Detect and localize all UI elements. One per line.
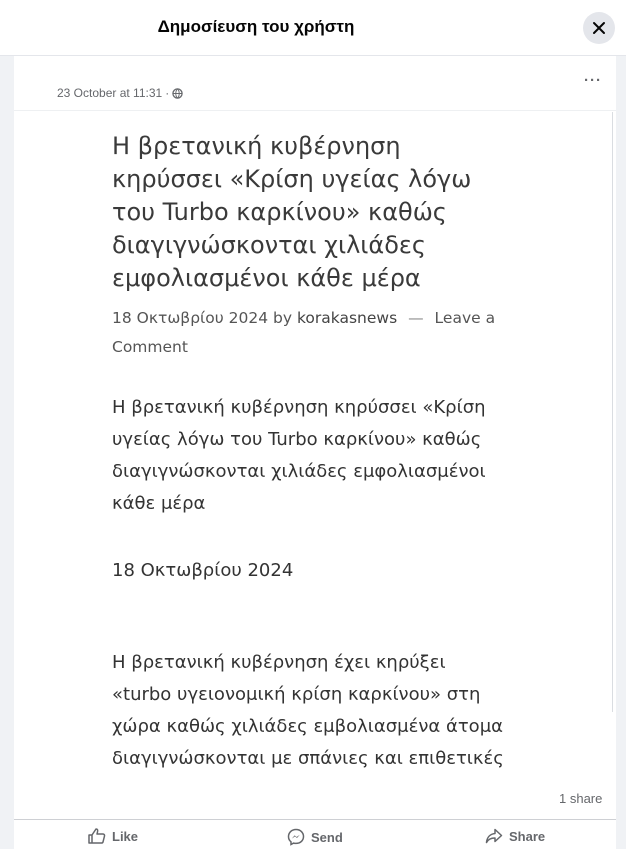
article-headline: Η βρετανική κυβέρνηση κηρύσσει «Κρίση υγείας λόγω του Turbo καρκίνου» καθώς διαγιγνώσκονται χιλιάδες εμφολιασμένοι κάθε μέρα bbox=[112, 132, 472, 292]
send-label: Send bbox=[311, 829, 343, 845]
more-options-button[interactable] bbox=[584, 72, 612, 90]
post-card bbox=[14, 56, 616, 849]
post-timestamp[interactable]: 23 October at 11:31 bbox=[57, 86, 163, 100]
messenger-icon bbox=[287, 828, 305, 846]
send-button[interactable] bbox=[287, 828, 343, 846]
share-count[interactable]: 1 share bbox=[559, 791, 603, 806]
dialog-title: Δημοσίευση του χρήστη bbox=[157, 17, 355, 36]
dialog-header bbox=[0, 0, 626, 56]
share-button[interactable] bbox=[485, 828, 545, 844]
meta-separator: · bbox=[165, 86, 170, 100]
like-button[interactable] bbox=[88, 828, 138, 844]
globe-icon bbox=[172, 88, 183, 99]
action-bar bbox=[14, 819, 616, 850]
byline-dash: — bbox=[408, 309, 424, 327]
close-icon bbox=[591, 20, 607, 36]
article-paragraph: Η βρετανική κυβέρνηση έχει κηρύξει «turbo υγειονομική κρίση καρκίνου» στη χώρα καθώς χιλιάδες εμβολιασμένα άτομα διαγιγνώσκονται με σπάνιες και επιθετικές bbox=[112, 652, 504, 769]
like-label: Like bbox=[112, 828, 139, 844]
post-area bbox=[0, 56, 626, 849]
byline-by: by bbox=[273, 309, 293, 327]
close-button[interactable] bbox=[583, 12, 615, 44]
byline-comment: Leave a Comment bbox=[112, 309, 496, 356]
article-paragraph: Η βρετανική κυβέρνηση κηρύσσει «Κρίση υγείας λόγω του Turbo καρκίνου» καθώς διαγιγνώσκονται χιλιάδες εμφολιασμένοι κάθε μέρα bbox=[112, 397, 486, 514]
byline-date: 18 Οκτωβρίου 2024 bbox=[112, 309, 269, 327]
post-image[interactable] bbox=[14, 110, 616, 785]
scrollbar[interactable] bbox=[612, 112, 613, 712]
article-byline bbox=[112, 304, 507, 362]
post-meta bbox=[57, 86, 183, 100]
share-arrow-icon bbox=[485, 828, 503, 844]
thumbs-up-icon bbox=[88, 828, 106, 844]
share-label: Share bbox=[509, 828, 546, 844]
more-icon: ··· bbox=[584, 72, 602, 89]
byline-author: korakasnews bbox=[297, 309, 398, 327]
article-date: 18 Οκτωβρίου 2024 bbox=[112, 560, 294, 581]
